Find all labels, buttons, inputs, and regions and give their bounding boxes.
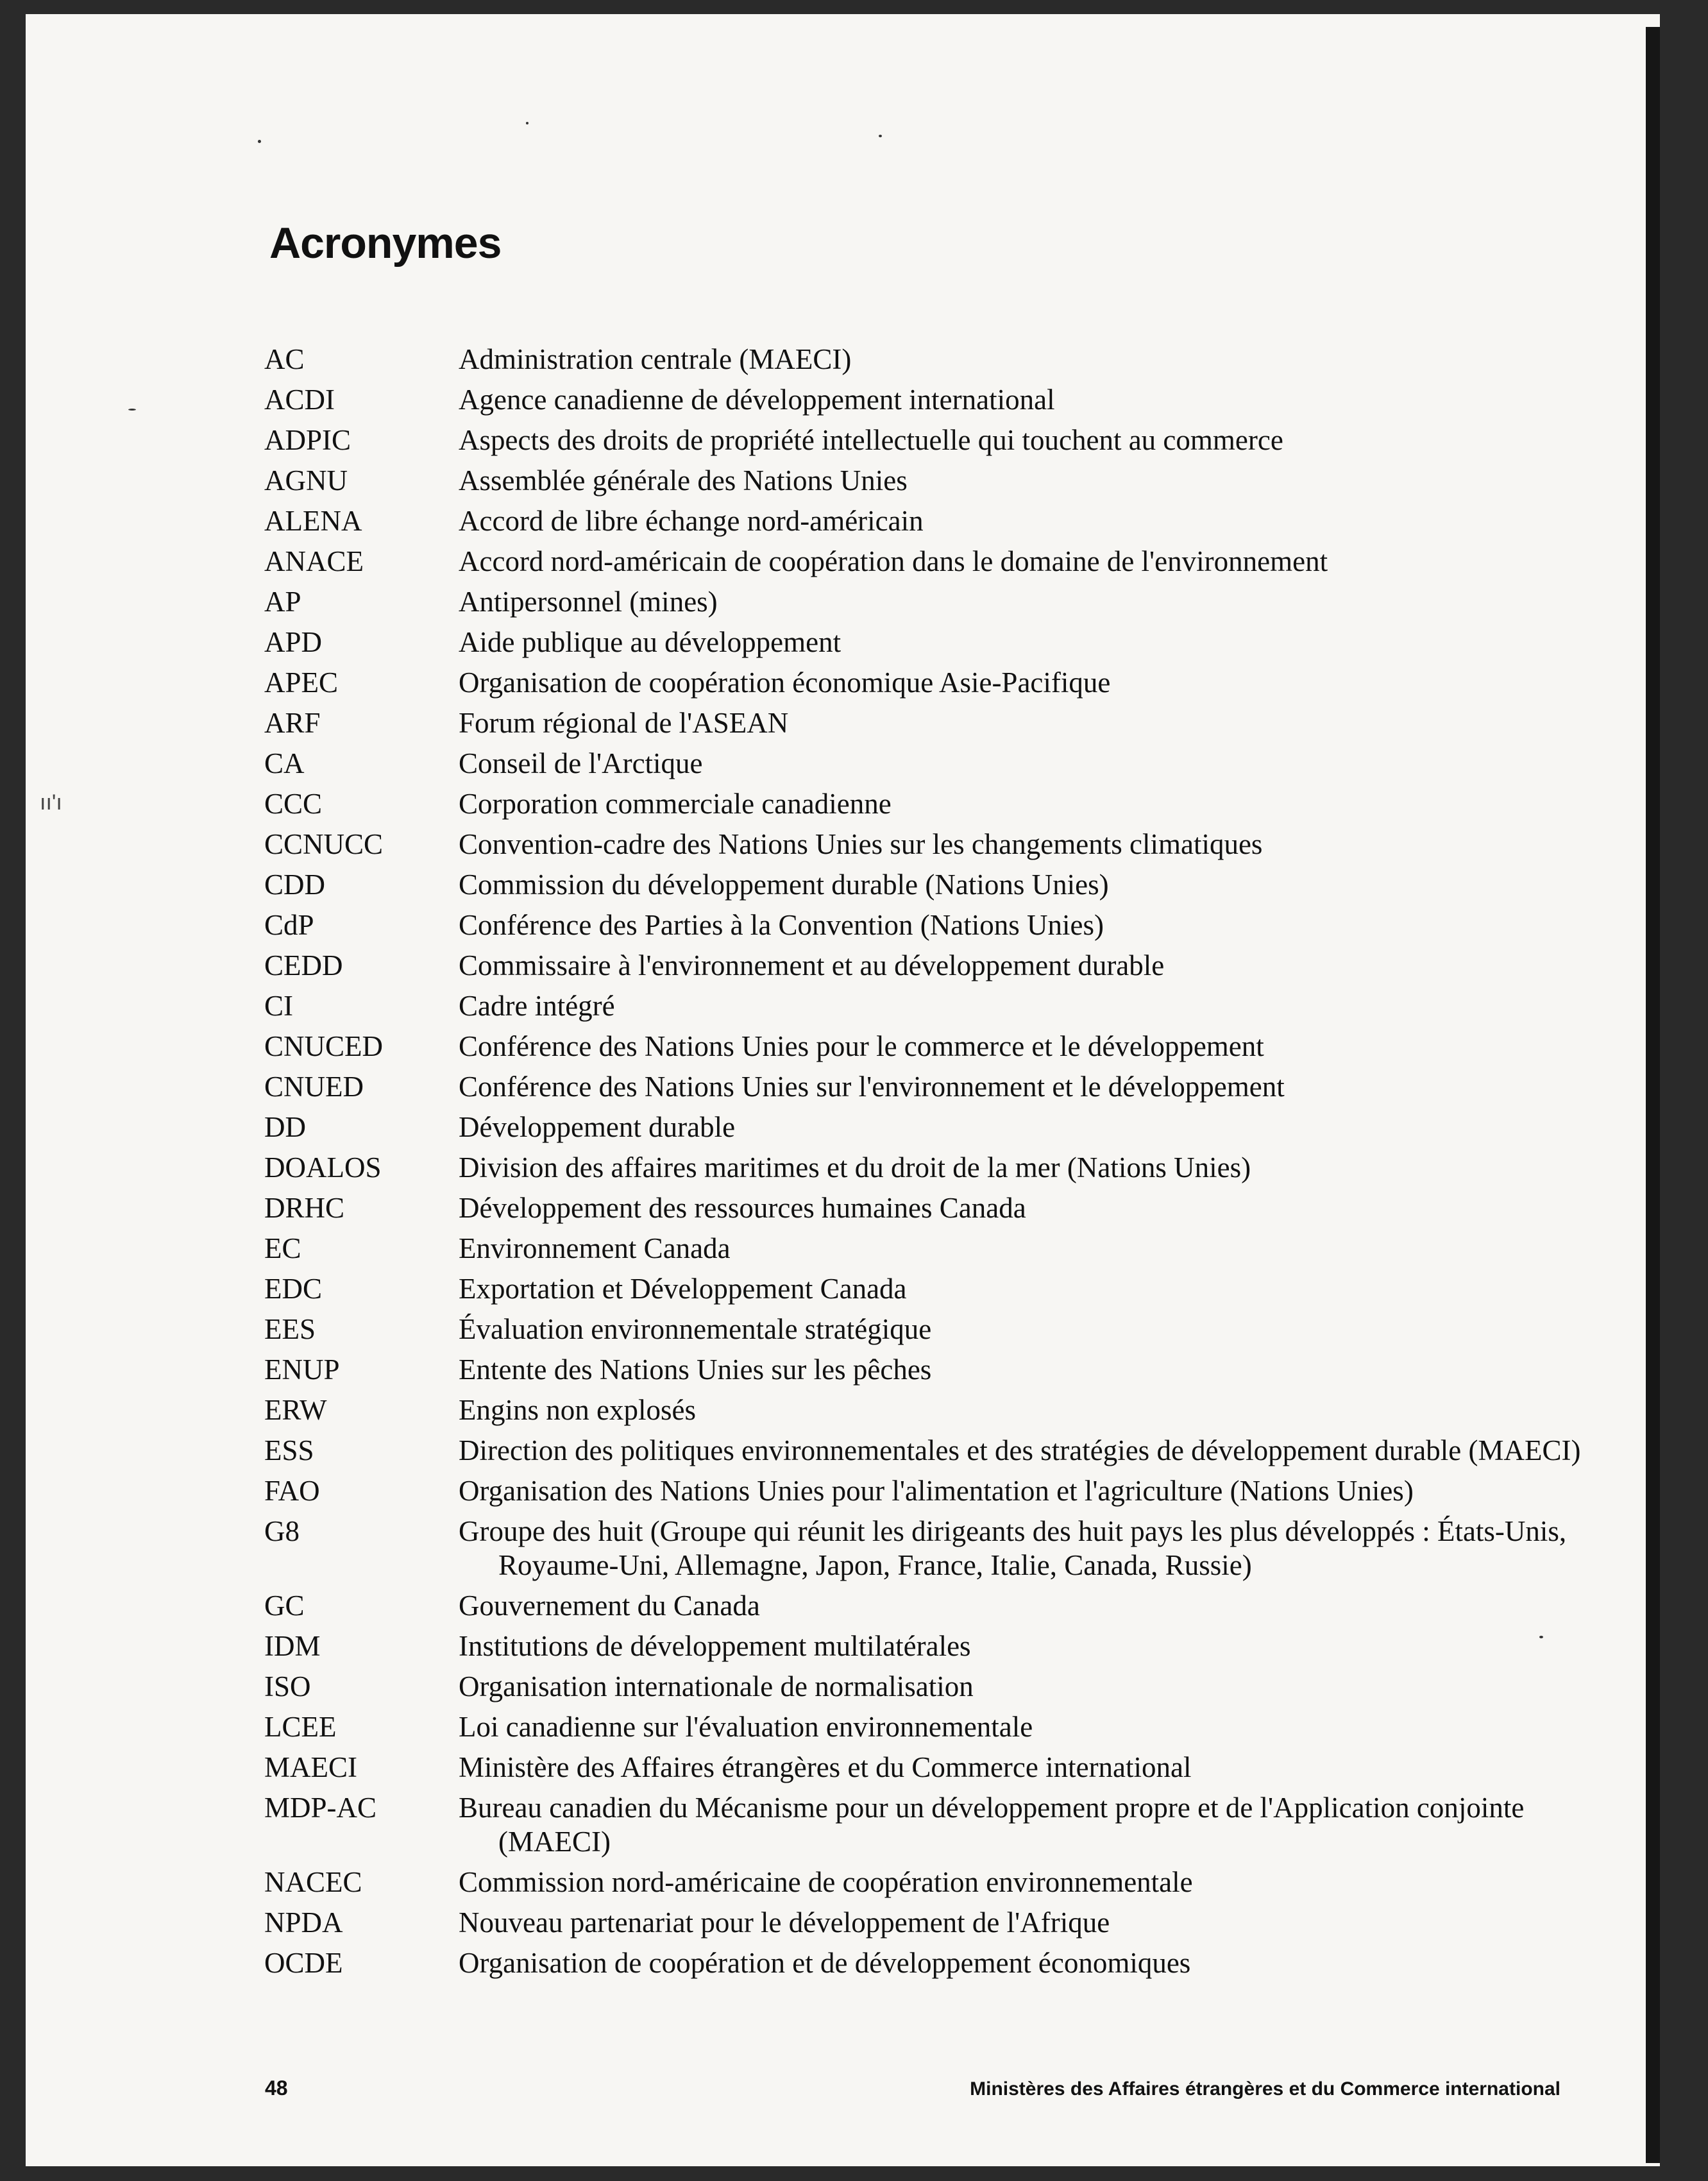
acronym-definition: Organisation internationale de normalisation [459, 1670, 974, 1702]
acronym-entry [264, 1670, 1585, 1704]
acronym-entry [264, 908, 1585, 942]
acronym-definition: Forum régional de l'ASEAN [459, 707, 789, 739]
acronym-abbr: CdP [264, 909, 314, 941]
acronym-entry [264, 504, 1585, 538]
acronym-abbr: APD [264, 626, 323, 658]
acronym-definition: Convention-cadre des Nations Unies sur les changements climatiques [459, 828, 1263, 860]
acronym-definition: Environnement Canada [459, 1232, 731, 1264]
acronym-abbr: IDM [264, 1630, 321, 1662]
acronym-definition: Conférence des Nations Unies pour le commerce et le développement [459, 1030, 1264, 1062]
acronym-definition: Accord de libre échange nord-américain [459, 505, 924, 537]
acronym-entry [264, 1474, 1585, 1508]
acronym-entry [264, 1110, 1585, 1144]
acronym-abbr: AC [264, 343, 305, 375]
acronym-entry [264, 1030, 1585, 1064]
acronym-abbr: FAO [264, 1475, 320, 1507]
acronym-definition: Aspects des droits de propriété intellectuelle qui touchent au commerce [459, 424, 1283, 456]
acronym-entry [264, 706, 1585, 740]
acronym-definition: Évaluation environnementale stratégique [459, 1313, 932, 1345]
acronym-abbr: AP [264, 586, 301, 618]
acronym-abbr: G8 [264, 1515, 300, 1547]
acronym-entry [264, 868, 1585, 902]
acronym-entry [264, 383, 1585, 417]
acronym-abbr: CDD [264, 869, 326, 901]
margin-mark: ıı'ı [40, 790, 62, 815]
acronym-entry [264, 625, 1585, 659]
acronym-definition: Antipersonnel (mines) [459, 586, 718, 618]
acronym-definition: Administration centrale (MAECI) [459, 343, 852, 375]
acronym-abbr: CNUED [264, 1071, 364, 1103]
acronym-definition: Conférence des Parties à la Convention (Nations Unies) [459, 909, 1104, 941]
acronym-abbr: CCNUCC [264, 828, 384, 860]
acronym-abbr: ARF [264, 707, 321, 739]
acronym-entry [264, 1312, 1585, 1346]
acronym-abbr: OCDE [264, 1947, 343, 1979]
acronym-entry [264, 1070, 1585, 1104]
acronym-entry [264, 747, 1585, 781]
acronym-entry [264, 423, 1585, 457]
acronym-definition: Entente des Nations Unies sur les pêches [459, 1354, 932, 1386]
acronym-entry [264, 1272, 1585, 1306]
acronym-entry [264, 1515, 1585, 1583]
acronym-abbr: ISO [264, 1670, 311, 1702]
acronym-abbr: EC [264, 1232, 301, 1264]
acronym-entry [264, 827, 1585, 861]
acronym-abbr: ADPIC [264, 424, 351, 456]
acronym-abbr: DRHC [264, 1192, 345, 1224]
acronym-entry [264, 464, 1585, 498]
acronym-definition: Division des affaires maritimes et du droit de la mer (Nations Unies) [459, 1151, 1251, 1184]
scan-speck [526, 122, 528, 124]
acronym-entry [264, 1151, 1585, 1185]
acronym-entry [264, 1946, 1585, 1980]
acronym-entry [264, 1629, 1585, 1663]
acronym-entry [264, 1865, 1585, 1899]
acronym-definition: Gouvernement du Canada [459, 1590, 760, 1622]
scan-speck [128, 409, 136, 411]
acronym-definition: Organisation de coopération économique Asie-Pacifique [459, 666, 1111, 699]
acronym-definition: Accord nord-américain de coopération dans le domaine de l'environnement [459, 545, 1328, 577]
acronym-abbr: ENUP [264, 1354, 340, 1386]
acronym-definition: Conseil de l'Arctique [459, 747, 703, 779]
acronym-definition: Loi canadienne sur l'évaluation environnementale [459, 1711, 1033, 1743]
acronym-abbr: APEC [264, 666, 339, 699]
acronym-abbr: DOALOS [264, 1151, 382, 1184]
acronym-definition: Cadre intégré [459, 990, 615, 1022]
acronym-abbr: CI [264, 990, 293, 1022]
acronym-definition: Conférence des Nations Unies sur l'environnement et le développement [459, 1071, 1285, 1103]
acronym-definition: Bureau canadien du Mécanisme pour un développement propre et de l'Application conjointe (MAECI) [459, 1792, 1525, 1858]
acronym-definition: Nouveau partenariat pour le développement de l'Afrique [459, 1906, 1110, 1939]
scan-speck [879, 135, 882, 137]
scan-speck [258, 140, 261, 143]
acronym-definition: Commissaire à l'environnement et au développement durable [459, 949, 1165, 981]
acronym-entry [264, 949, 1585, 983]
acronym-entry [264, 787, 1585, 821]
acronym-abbr: ACDI [264, 384, 335, 416]
acronym-definition: Engins non explosés [459, 1394, 696, 1426]
acronym-definition: Commission nord-américaine de coopération environnementale [459, 1866, 1193, 1898]
acronym-abbr: AGNU [264, 464, 348, 496]
acronym-entry [264, 1710, 1585, 1744]
acronym-entry [264, 585, 1585, 619]
acronym-definition: Développement des ressources humaines Canada [459, 1192, 1026, 1224]
acronym-abbr: NACEC [264, 1866, 362, 1898]
acronym-entry [264, 1393, 1585, 1427]
acronym-entry [264, 1232, 1585, 1266]
acronym-definition: Direction des politiques environnementales et des stratégies de développement durable (MAECI) [459, 1434, 1581, 1466]
acronym-entry [264, 343, 1585, 377]
acronym-definition: Développement durable [459, 1111, 736, 1143]
acronym-definition: Commission du développement durable (Nations Unies) [459, 869, 1109, 901]
acronym-entry [264, 1791, 1585, 1859]
binding-edge [1646, 27, 1660, 2163]
acronym-abbr: GC [264, 1590, 305, 1622]
acronym-abbr: ERW [264, 1394, 327, 1426]
acronym-list [264, 343, 1585, 1987]
acronym-abbr: DD [264, 1111, 306, 1143]
acronym-abbr: CEDD [264, 949, 343, 981]
acronym-entry [264, 1191, 1585, 1225]
acronym-definition: Assemblée générale des Nations Unies [459, 464, 908, 496]
acronym-definition: Aide publique au développement [459, 626, 841, 658]
acronym-definition: Groupe des huit (Groupe qui réunit les dirigeants des huit pays les plus développés : États-Unis, Royaume-Uni, Allemagne, Japon, France, Italie, Canada, Russie) [459, 1515, 1567, 1581]
acronym-abbr: ALENA [264, 505, 362, 537]
acronym-abbr: ANACE [264, 545, 364, 577]
acronym-abbr: EDC [264, 1273, 322, 1305]
acronym-definition: Agence canadienne de développement international [459, 384, 1055, 416]
footer-publisher: Ministères des Affaires étrangères et du Commerce international [970, 2078, 1560, 2100]
acronym-definition: Corporation commerciale canadienne [459, 788, 892, 820]
acronym-entry [264, 1906, 1585, 1940]
acronym-entry [264, 1589, 1585, 1623]
acronym-entry [264, 545, 1585, 579]
acronym-entry [264, 989, 1585, 1023]
page-title: Acronymes [269, 219, 502, 267]
acronym-abbr: ESS [264, 1434, 314, 1466]
acronym-abbr: EES [264, 1313, 316, 1345]
acronym-abbr: CCC [264, 788, 323, 820]
acronym-entry [264, 666, 1585, 700]
acronym-definition: Ministère des Affaires étrangères et du Commerce international [459, 1751, 1192, 1783]
acronym-definition: Exportation et Développement Canada [459, 1273, 907, 1305]
page-footer [265, 2076, 1560, 2100]
page-number: 48 [265, 2076, 288, 2100]
acronym-definition: Institutions de développement multilatérales [459, 1630, 971, 1662]
acronym-abbr: CA [264, 747, 305, 779]
acronym-abbr: MAECI [264, 1751, 357, 1783]
acronym-abbr: MDP-AC [264, 1792, 377, 1824]
acronym-entry [264, 1751, 1585, 1785]
acronym-definition: Organisation de coopération et de développement économiques [459, 1947, 1191, 1979]
acronym-abbr: LCEE [264, 1711, 337, 1743]
acronym-abbr: NPDA [264, 1906, 343, 1939]
acronym-entry [264, 1353, 1585, 1387]
acronym-abbr: CNUCED [264, 1030, 384, 1062]
document-page [26, 14, 1660, 2166]
acronym-entry [264, 1434, 1585, 1468]
acronym-definition: Organisation des Nations Unies pour l'alimentation et l'agriculture (Nations Unies) [459, 1475, 1414, 1507]
